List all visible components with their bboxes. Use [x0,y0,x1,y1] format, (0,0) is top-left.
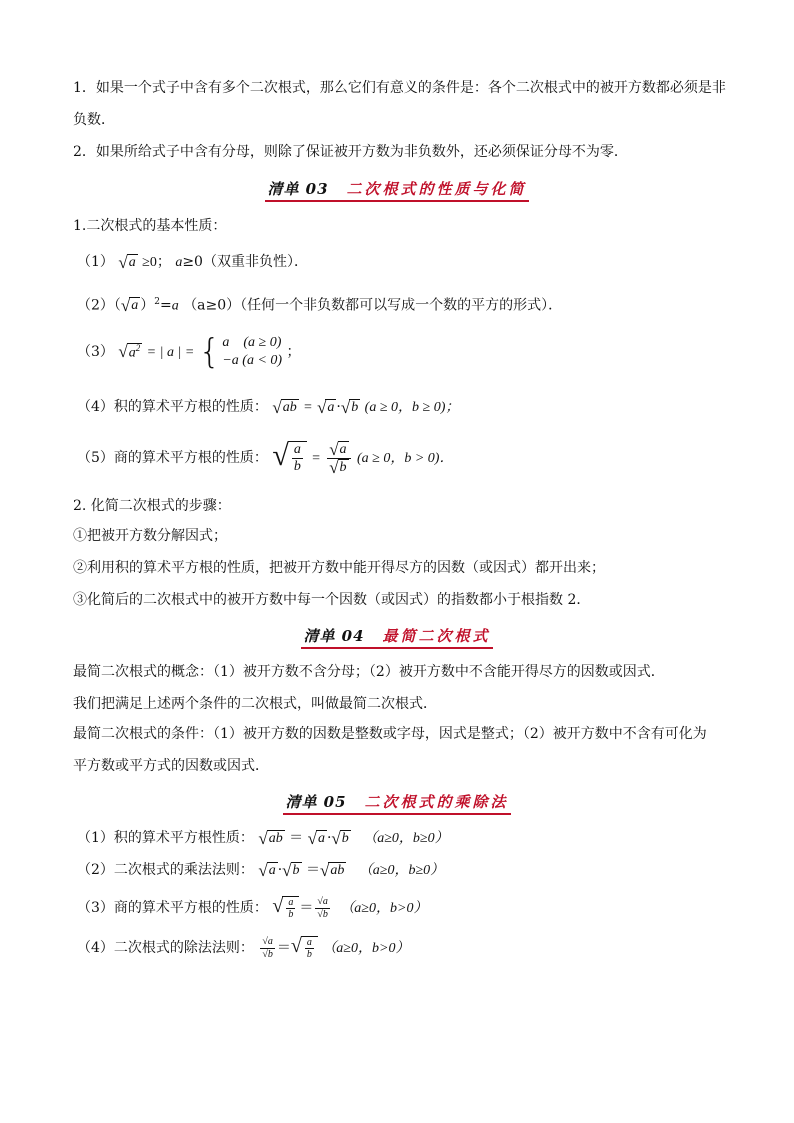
section-heading-05 [0,792,794,815]
property-3: （3） √ $a^2$ = | a | = { a (a ≥ 0) −a (a < 0) ； [77,332,301,372]
property-1: （1） √ a ≥0； a≥0（双重非负性）． [77,252,308,272]
intro-line-1a: 1．如果一个式子中含有多个二次根式，那么它们有意义的条件是：各个二次根式中的被开方数都必须是非 [73,80,726,96]
heading-title: 最简二次根式 [382,627,491,645]
rule-3: （3）商的算术平方根的性质： √ $\frac{a}{b}$ ＝ $\frac{√a}{√b}$ （a≥0，b>0） [77,894,428,920]
property-5: （5）商的算术平方根的性质： √ $\frac{a}{b}$ = √ a √ b (a ≥ 0，b > 0)． [77,438,454,477]
step-3: ③化简后的二次根式中的被开方数中每一个因数（或因式）的指数都小于根指数 2． [73,592,591,608]
heading-number: 清单 03 [267,180,329,198]
heading-title: 二次根式的性质与化简 [346,180,527,198]
simplest-conditions-a: 最简二次根式的条件：（1）被开方数的因数是整数或字母，因式是整式；（2）被开方数中不含有可化为 [73,726,707,742]
step-2: ②利用积的算术平方根的性质，把被开方数中能开得尽方的因数（或因式）都开出来； [73,560,605,576]
simplest-concept: 最简二次根式的概念：（1）被开方数不含分母；（2）被开方数中不含能开得尽方的因数或因式． [73,664,665,680]
property-4: （4）积的算术平方根的性质： √ ab = √ a · √ b (a ≥ 0，b ≥ 0)； [77,397,460,417]
simplest-conditions-b: 平方数或平方式的因数或因式． [73,758,269,774]
intro-line-2: 2．如果所给式子中含有分母，则除了保证被开方数为非负数外，还必须保证分母不为零． [73,144,628,160]
rule-1: （1）积的算术平方根性质： √ ab ＝ √ a · √ b （a≥0，b≥0） [77,828,449,848]
intro-line-1b: 负数． [73,112,115,128]
heading-number: 清单 04 [303,627,365,645]
section-heading-04 [0,626,794,649]
rule-2: （2）二次根式的乘法法则： √ a · √ b ＝ √ ab （a≥0，b≥0） [77,860,445,880]
rule-4: （4）二次根式的除法法则： $\frac{√a}{√b}$ ＝ √ $\frac{a}{b}$ （a≥0，b>0） [77,934,410,960]
properties-intro: 1.二次根式的基本性质： [73,218,227,234]
section-heading-03 [0,179,794,202]
property-2: （2）（ √ a ）$^2$=a （a≥0）（任何一个非负数都可以写成一个数的平方的形式）． [77,296,563,316]
step-1: ①把被开方数分解因式； [73,528,227,544]
heading-number: 清单 05 [285,793,347,811]
heading-title: 二次根式的乘除法 [364,793,509,811]
simplest-definition: 我们把满足上述两个条件的二次根式，叫做最简二次根式． [73,696,437,712]
steps-title: 2. 化简二次根式的步骤： [73,498,231,514]
